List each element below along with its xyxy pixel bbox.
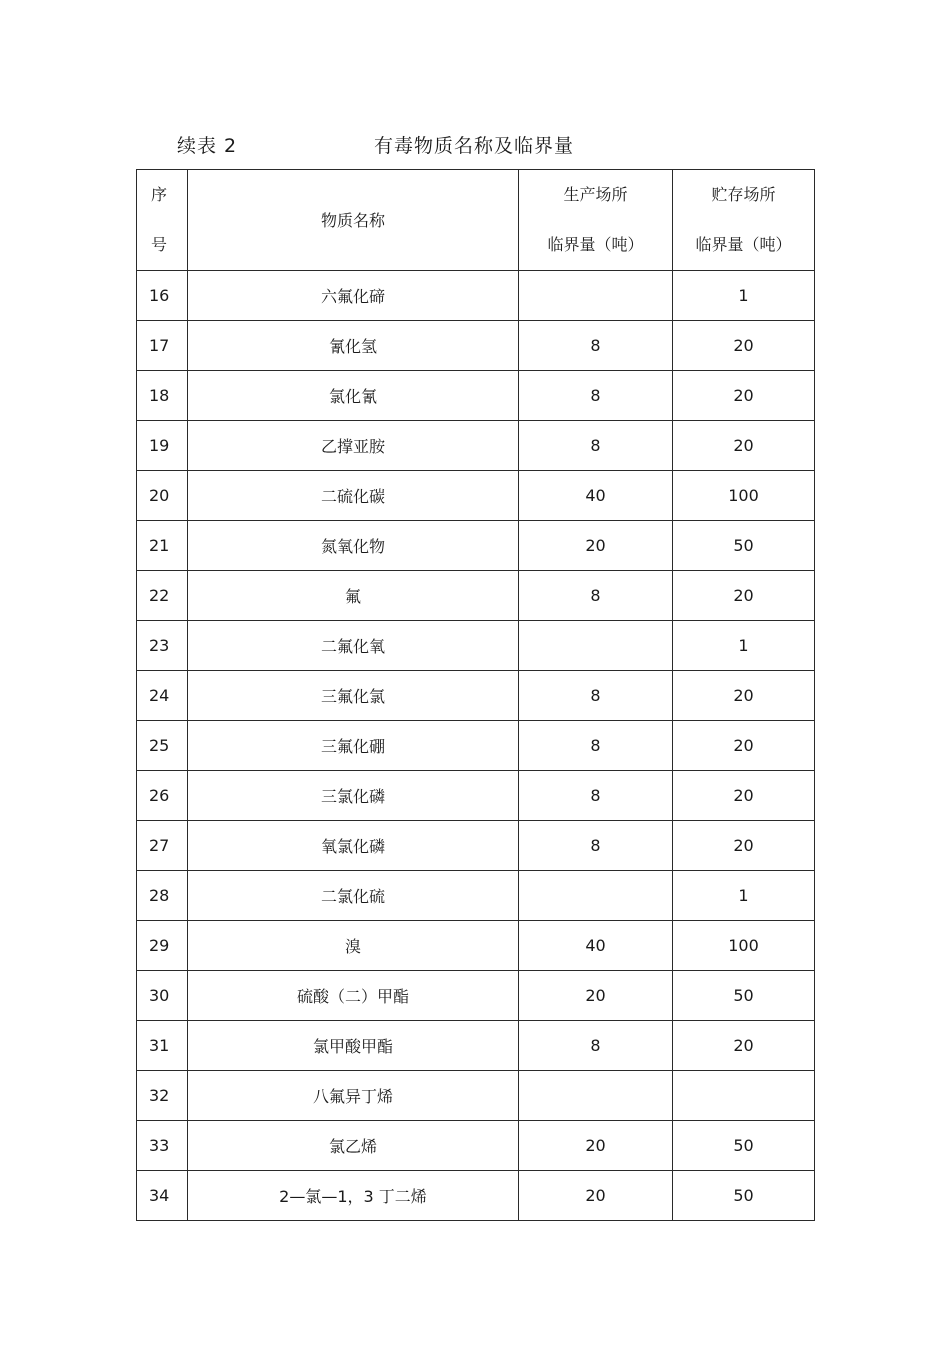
cell-production-threshold: 8 bbox=[519, 421, 673, 471]
cell-production-threshold bbox=[519, 621, 673, 671]
cell-storage-threshold: 20 bbox=[673, 421, 815, 471]
cell-production-threshold bbox=[519, 1071, 673, 1121]
cell-production-threshold: 20 bbox=[519, 521, 673, 571]
cell-substance-name: 六氟化碲 bbox=[188, 271, 519, 321]
cell-serial-number: 30 bbox=[137, 971, 188, 1021]
cell-storage-threshold: 20 bbox=[673, 771, 815, 821]
cell-substance-name: 氯化氰 bbox=[188, 371, 519, 421]
cell-storage-threshold: 50 bbox=[673, 971, 815, 1021]
table-caption-label: 续表 2 bbox=[177, 135, 238, 157]
table-row bbox=[137, 371, 815, 421]
header-serial-line2: 号 bbox=[151, 235, 168, 254]
table-row bbox=[137, 421, 815, 471]
table-row bbox=[137, 1021, 815, 1071]
cell-serial-number: 22 bbox=[137, 571, 188, 621]
cell-substance-name: 硫酸（二）甲酯 bbox=[188, 971, 519, 1021]
cell-storage-threshold: 50 bbox=[673, 1171, 815, 1221]
table-row bbox=[137, 271, 815, 321]
cell-storage-threshold: 1 bbox=[673, 621, 815, 671]
cell-serial-number: 16 bbox=[137, 271, 188, 321]
cell-substance-name: 二氟化氧 bbox=[188, 621, 519, 671]
cell-substance-name: 氯甲酸甲酯 bbox=[188, 1021, 519, 1071]
cell-production-threshold: 8 bbox=[519, 571, 673, 621]
table-row bbox=[137, 621, 815, 671]
cell-serial-number: 20 bbox=[137, 471, 188, 521]
table-row bbox=[137, 1121, 815, 1171]
header-storage-threshold bbox=[673, 170, 815, 271]
cell-serial-number: 18 bbox=[137, 371, 188, 421]
cell-storage-threshold: 20 bbox=[673, 1021, 815, 1071]
table-row bbox=[137, 471, 815, 521]
cell-serial-number: 34 bbox=[137, 1171, 188, 1221]
cell-production-threshold: 8 bbox=[519, 821, 673, 871]
cell-production-threshold: 8 bbox=[519, 1021, 673, 1071]
cell-storage-threshold: 50 bbox=[673, 521, 815, 571]
table-row bbox=[137, 521, 815, 571]
cell-storage-threshold: 20 bbox=[673, 321, 815, 371]
table-row bbox=[137, 1171, 815, 1221]
cell-substance-name: 三氟化硼 bbox=[188, 721, 519, 771]
cell-substance-name: 八氟异丁烯 bbox=[188, 1071, 519, 1121]
cell-storage-threshold: 50 bbox=[673, 1121, 815, 1171]
table-row bbox=[137, 571, 815, 621]
cell-production-threshold: 8 bbox=[519, 721, 673, 771]
cell-substance-name: 三氯化磷 bbox=[188, 771, 519, 821]
table-row bbox=[137, 321, 815, 371]
cell-serial-number: 31 bbox=[137, 1021, 188, 1071]
cell-substance-name: 氟 bbox=[188, 571, 519, 621]
cell-serial-number: 23 bbox=[137, 621, 188, 671]
cell-production-threshold: 8 bbox=[519, 771, 673, 821]
cell-storage-threshold: 20 bbox=[673, 721, 815, 771]
table-row bbox=[137, 671, 815, 721]
cell-substance-name: 氰化氢 bbox=[188, 321, 519, 371]
cell-storage-threshold: 100 bbox=[673, 921, 815, 971]
cell-storage-threshold: 20 bbox=[673, 821, 815, 871]
cell-serial-number: 25 bbox=[137, 721, 188, 771]
cell-serial-number: 26 bbox=[137, 771, 188, 821]
cell-production-threshold bbox=[519, 271, 673, 321]
table-header-row bbox=[137, 170, 815, 271]
cell-production-threshold: 20 bbox=[519, 971, 673, 1021]
cell-production-threshold: 40 bbox=[519, 471, 673, 521]
cell-serial-number: 32 bbox=[137, 1071, 188, 1121]
cell-serial-number: 28 bbox=[137, 871, 188, 921]
header-production-line1: 生产场所 bbox=[563, 185, 628, 204]
cell-serial-number: 29 bbox=[137, 921, 188, 971]
cell-serial-number: 27 bbox=[137, 821, 188, 871]
cell-substance-name: 溴 bbox=[188, 921, 519, 971]
cell-storage-threshold: 1 bbox=[673, 271, 815, 321]
cell-storage-threshold: 20 bbox=[673, 371, 815, 421]
cell-substance-name: 氮氧化物 bbox=[188, 521, 519, 571]
cell-substance-name: 二氯化硫 bbox=[188, 871, 519, 921]
cell-substance-name: 2—氯—1，3 丁二烯 bbox=[188, 1171, 519, 1221]
cell-production-threshold: 40 bbox=[519, 921, 673, 971]
cell-production-threshold bbox=[519, 871, 673, 921]
cell-substance-name: 乙撑亚胺 bbox=[188, 421, 519, 471]
header-serial-number bbox=[137, 170, 188, 271]
cell-storage-threshold: 20 bbox=[673, 671, 815, 721]
cell-production-threshold: 8 bbox=[519, 321, 673, 371]
table-row bbox=[137, 821, 815, 871]
table-row bbox=[137, 871, 815, 921]
cell-production-threshold: 8 bbox=[519, 671, 673, 721]
cell-storage-threshold bbox=[673, 1071, 815, 1121]
cell-production-threshold: 8 bbox=[519, 371, 673, 421]
header-storage-line1: 贮存场所 bbox=[711, 185, 776, 204]
cell-serial-number: 24 bbox=[137, 671, 188, 721]
cell-substance-name: 氯乙烯 bbox=[188, 1121, 519, 1171]
header-serial-line1: 序 bbox=[151, 185, 168, 204]
table-row bbox=[137, 771, 815, 821]
cell-serial-number: 19 bbox=[137, 421, 188, 471]
table-row bbox=[137, 971, 815, 1021]
header-production-line2: 临界量（吨） bbox=[547, 235, 644, 254]
cell-storage-threshold: 100 bbox=[673, 471, 815, 521]
cell-substance-name: 二硫化碳 bbox=[188, 471, 519, 521]
table-row bbox=[137, 1071, 815, 1121]
cell-serial-number: 33 bbox=[137, 1121, 188, 1171]
table-title: 有毒物质名称及临界量 bbox=[374, 135, 575, 157]
table-row bbox=[137, 921, 815, 971]
header-storage-line2: 临界量（吨） bbox=[695, 235, 792, 254]
toxic-substances-table bbox=[136, 169, 815, 1221]
cell-production-threshold: 20 bbox=[519, 1171, 673, 1221]
header-production-threshold bbox=[519, 170, 673, 271]
table-row bbox=[137, 721, 815, 771]
cell-substance-name: 三氟化氯 bbox=[188, 671, 519, 721]
cell-storage-threshold: 20 bbox=[673, 571, 815, 621]
cell-substance-name: 氧氯化磷 bbox=[188, 821, 519, 871]
cell-production-threshold: 20 bbox=[519, 1121, 673, 1171]
cell-serial-number: 17 bbox=[137, 321, 188, 371]
cell-storage-threshold: 1 bbox=[673, 871, 815, 921]
cell-serial-number: 21 bbox=[137, 521, 188, 571]
header-substance-name: 物质名称 bbox=[188, 170, 519, 271]
